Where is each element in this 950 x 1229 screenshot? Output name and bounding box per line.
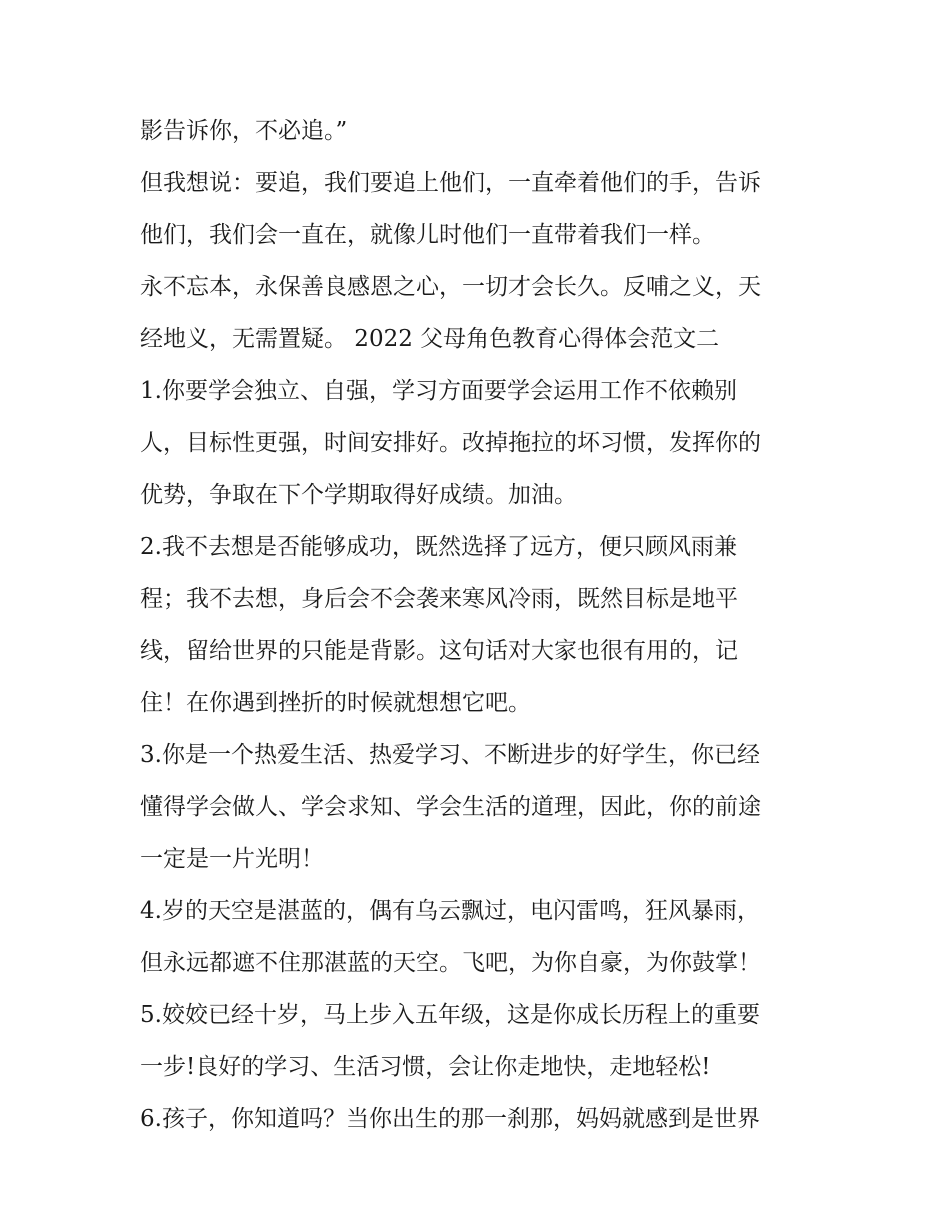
text-line: 2.我不去想是否能够成功，既然选择了远方，便只顾风雨兼 (140, 534, 737, 560)
document-body (140, 105, 840, 1145)
text-line: 住！在你遇到挫折的时候就想想它吧。 (140, 690, 531, 716)
text-line: 一步!良好的学习、生活习惯，会让你走地快，走地轻松! (140, 1054, 711, 1080)
text-line: 永不忘本，永保善良感恩之心，一切才会长久。反哺之义，天 (140, 274, 761, 300)
text-line: 3.你是一个热爱生活、热爱学习、不断进步的好学生，你已经 (140, 742, 760, 768)
text-line: 他们，我们会一直在，就像儿时他们一直带着我们一样。 (140, 222, 715, 248)
text-line: 但我想说：要追，我们要追上他们，一直牵着他们的手，告诉 (140, 170, 761, 196)
text-line: 一定是一片光明！ (140, 846, 324, 872)
text-line: 线，留给世界的只能是背影。这句话对大家也很有用的，记 (140, 638, 738, 664)
text-line: 程；我不去想，身后会不会袭来寒风冷雨，既然目标是地平 (140, 586, 738, 612)
text-line: 6.孩子，你知道吗？当你出生的那一刹那，妈妈就感到是世界 (140, 1106, 760, 1132)
text-line: 5.姣姣已经十岁，马上步入五年级，这是你成长历程上的重要 (140, 1002, 760, 1028)
text-line: 但永远都遮不住那湛蓝的天空。飞吧，为你自豪，为你鼓掌！ (140, 950, 761, 976)
text-line: 影告诉你，不必追。” (140, 118, 348, 144)
text-line: 经地义，无需置疑。 2022 父母角色教育心得体会范文二 (140, 326, 720, 352)
text-line: 人，目标性更强，时间安排好。改掉拖拉的坏习惯，发挥你的 (140, 430, 761, 456)
text-line: 4.岁的天空是湛蓝的，偶有乌云飘过，电闪雷鸣，狂风暴雨， (140, 898, 760, 924)
text-line: 懂得学会做人、学会求知、学会生活的道理，因此，你的前途 (140, 794, 761, 820)
text-line: 优势，争取在下个学期取得好成绩。加油。 (140, 482, 577, 508)
text-line: 1.你要学会独立、自强，学习方面要学会运用工作不依赖别 (140, 378, 737, 404)
